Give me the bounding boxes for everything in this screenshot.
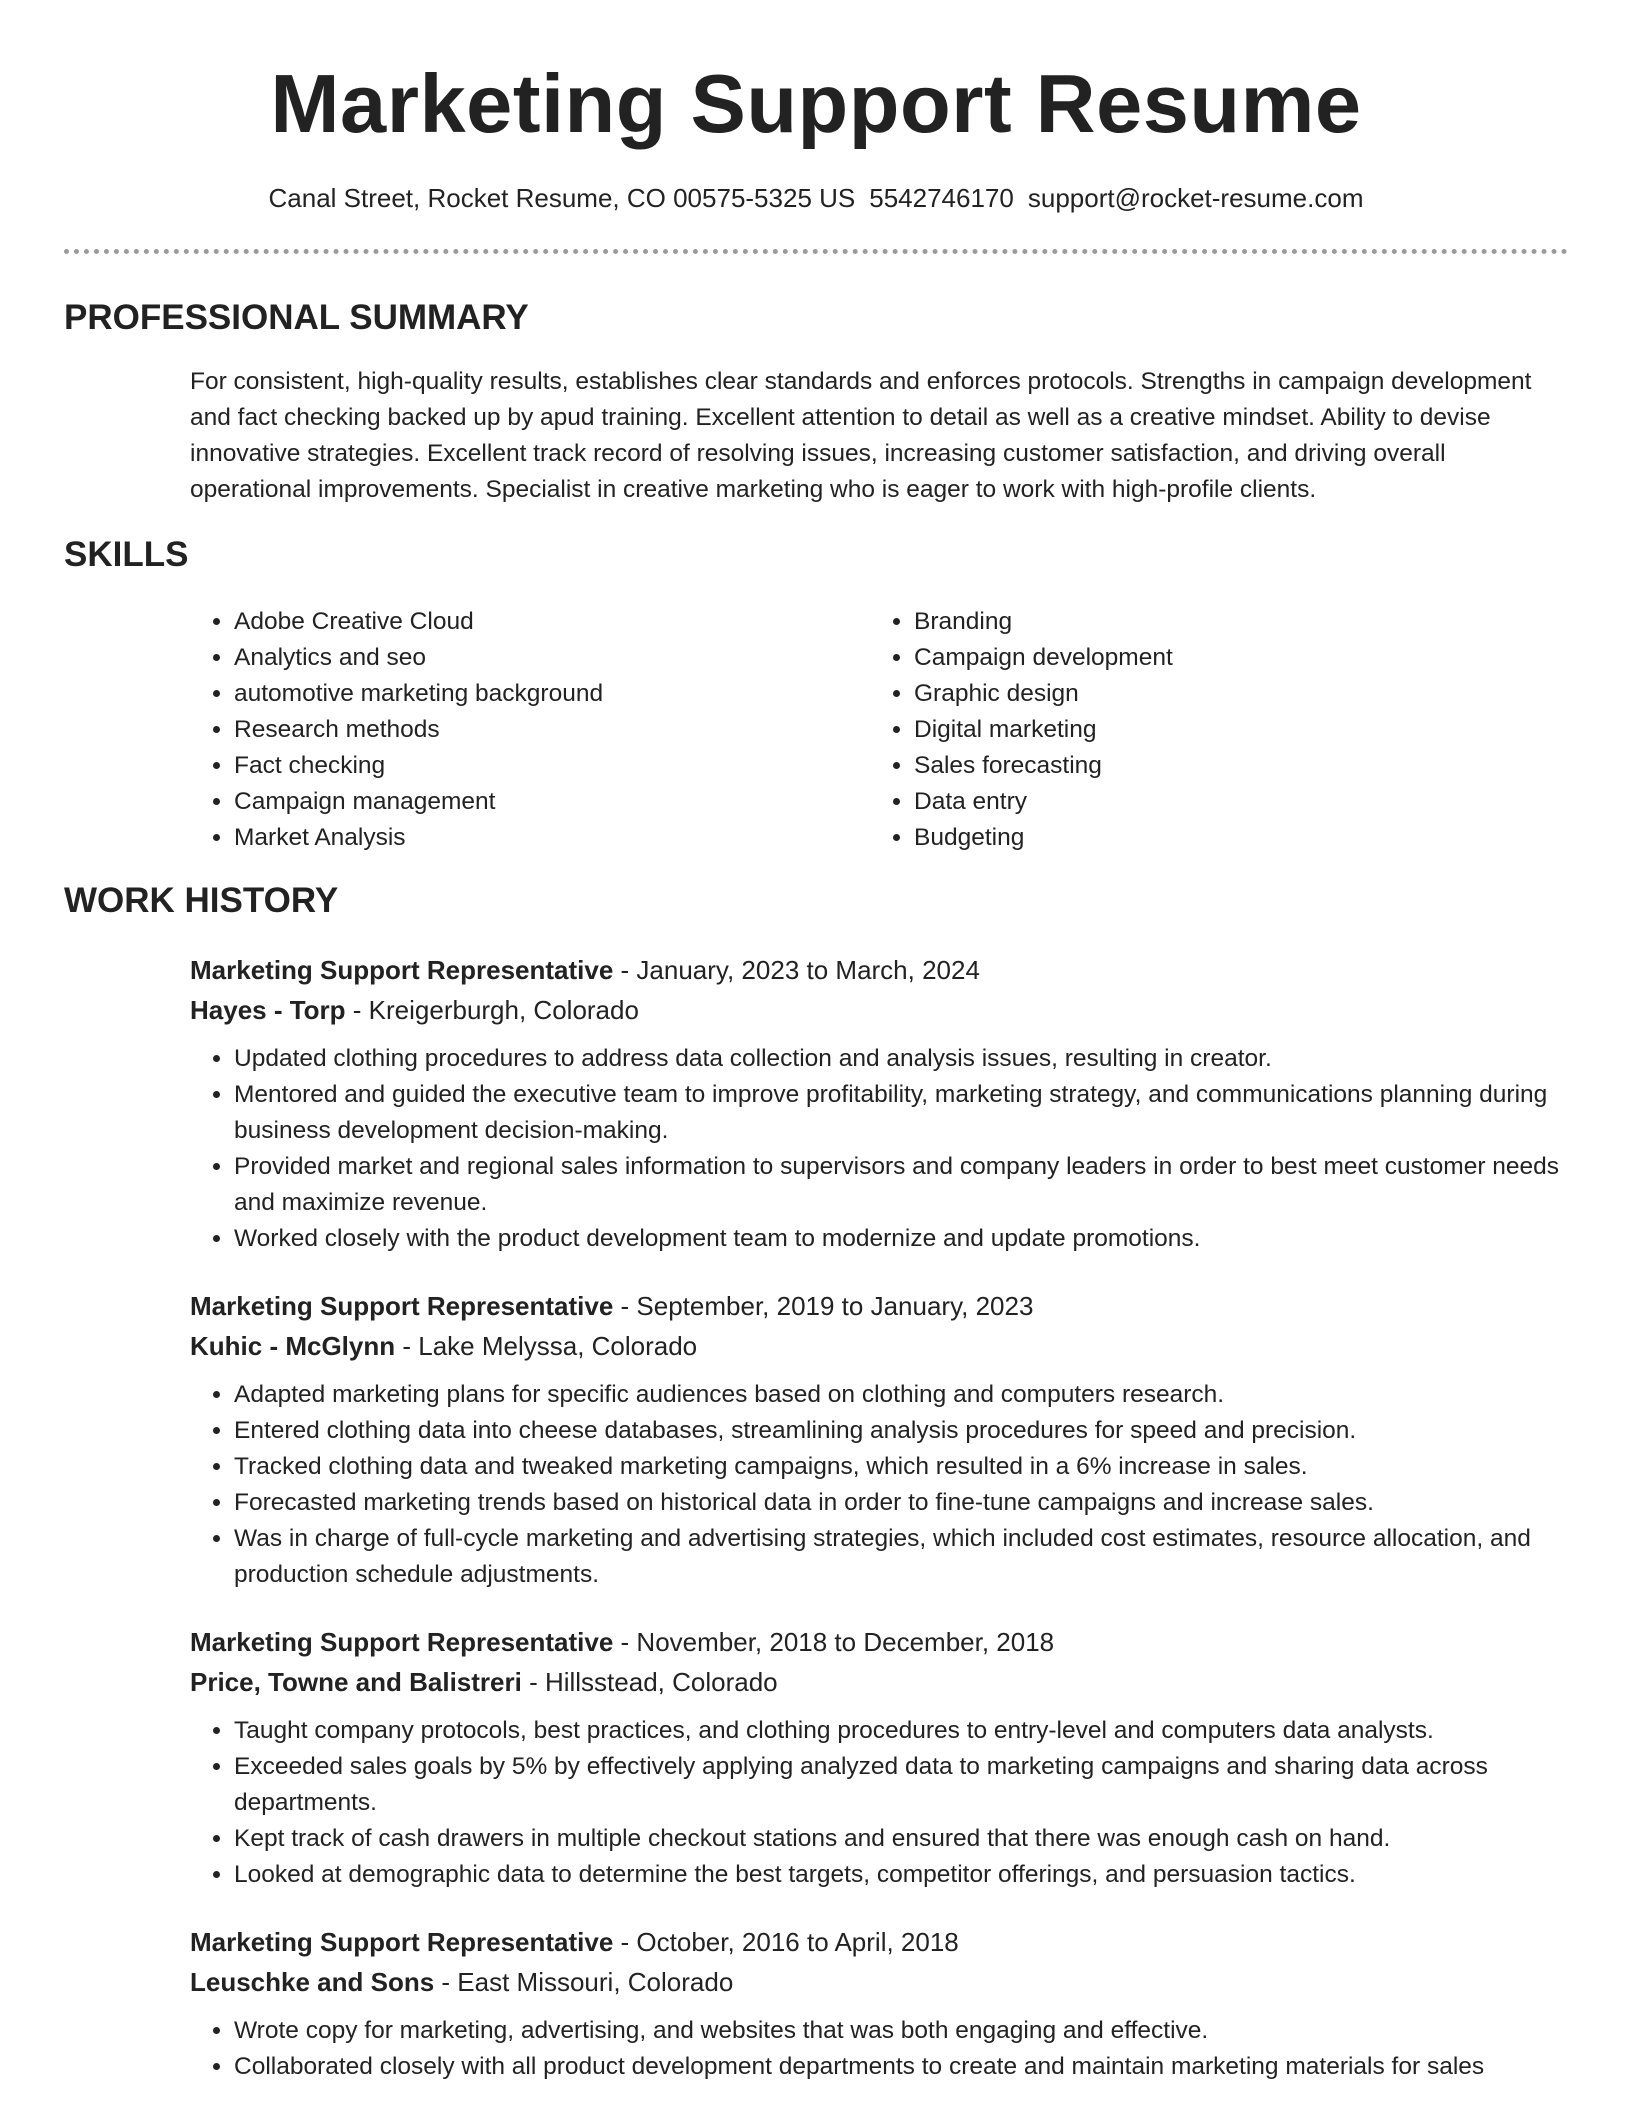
job-role: Marketing Support Representative — [190, 1927, 614, 1957]
work-history-heading: WORK HISTORY — [64, 881, 339, 920]
job-role: Marketing Support Representative — [190, 1291, 614, 1321]
job-bullet: • Kept track of cash drawers in multiple checkout stations and ensured that there was enough cash on hand. — [234, 1821, 1570, 1857]
skill-item: • Research methods — [234, 712, 870, 748]
skills-column-left — [190, 604, 870, 856]
job-company: Price, Towne and Balistreri — [190, 1667, 522, 1697]
job-company-line — [190, 1662, 1570, 1702]
skill-item: • Fact checking — [234, 748, 870, 784]
job-bullet: • Forecasted marketing trends based on historical data in order to fine-tune campaigns and increase sales. — [234, 1485, 1570, 1521]
contact-phone: 5542746170 — [869, 183, 1014, 213]
skill-item: • Data entry — [914, 784, 1550, 820]
job-title-line — [190, 1286, 1570, 1326]
skill-item: • automotive marketing background — [234, 676, 870, 712]
skill-item: • Market Analysis — [234, 820, 870, 856]
skills-column-right — [870, 604, 1550, 856]
job-company-line — [190, 1962, 1570, 2002]
summary-heading: PROFESSIONAL SUMMARY — [64, 298, 529, 337]
job-bullet: • Adapted marketing plans for specific audiences based on clothing and computers research. — [234, 1377, 1570, 1413]
job-bullet: • Was in charge of full-cycle marketing and advertising strategies, which included cost estimates, resource allocation, and production schedule adjustments. — [234, 1521, 1570, 1593]
job-bullet: • Mentored and guided the executive team to improve profitability, marketing strategy, and communications planning during business development decision-making. — [234, 1077, 1570, 1149]
job-bullet: • Looked at demographic data to determine the best targets, competitor offerings, and persuasion tactics. — [234, 1857, 1570, 1893]
job-entry — [190, 1922, 1570, 2085]
job-bullet: • Exceeded sales goals by 5% by effectively applying analyzed data to marketing campaigns and sharing data across departments. — [234, 1749, 1570, 1821]
job-company: Kuhic - McGlynn — [190, 1331, 396, 1361]
job-dates: - October, 2016 to April, 2018 — [613, 1927, 959, 1957]
job-bullet: • Wrote copy for marketing, advertising, and websites that was both engaging and effective. — [234, 2013, 1570, 2049]
job-entry — [190, 950, 1570, 1257]
skill-item: • Campaign management — [234, 784, 870, 820]
job-role: Marketing Support Representative — [190, 955, 614, 985]
summary-text: For consistent, high-quality results, establishes clear standards and enforces protocols. Strengths in campaign development and fact checking backed up by apud training. Excellent attention to detail as well as a creative mindset. Ability to devise innovative strategies. Excellent track record of resolving issues, increasing customer satisfaction, and driving overall operational improvements. Specialist in creative marketing who is eager to work with high-profile clients. — [190, 368, 1532, 503]
contact-address: Canal Street, Rocket Resume, CO 00575-5325 US — [268, 183, 856, 213]
job-entry — [190, 1286, 1570, 1593]
resume-title: Marketing Support Resume — [270, 57, 1362, 150]
job-entry — [190, 1622, 1570, 1893]
skill-item: • Campaign development — [914, 640, 1550, 676]
job-dates: - January, 2023 to March, 2024 — [613, 955, 980, 985]
skill-item: • Adobe Creative Cloud — [234, 604, 870, 640]
job-bullets — [190, 1713, 1570, 1893]
skill-item: • Analytics and seo — [234, 640, 870, 676]
skill-item: • Budgeting — [914, 820, 1550, 856]
job-bullet: • Taught company protocols, best practices, and clothing procedures to entry-level and computers data analysts. — [234, 1713, 1570, 1749]
job-location: - East Missouri, Colorado — [434, 1967, 734, 1997]
job-title-line — [190, 1922, 1570, 1962]
contact-email: support@rocket-resume.com — [1027, 183, 1364, 213]
job-bullets — [190, 2013, 1570, 2085]
job-bullet: • Worked closely with the product development team to modernize and update promotions. — [234, 1221, 1570, 1257]
header-divider — [64, 249, 1568, 254]
job-bullet: • Collaborated closely with all product development departments to create and maintain marketing materials for sales — [234, 2049, 1570, 2085]
job-location: - Hillsstead, Colorado — [521, 1667, 778, 1697]
job-company: Leuschke and Sons — [190, 1967, 435, 1997]
job-bullet: • Updated clothing procedures to address data collection and analysis issues, resulting in creator. — [234, 1041, 1570, 1077]
contact-line — [0, 180, 1632, 216]
skills-heading: SKILLS — [64, 535, 189, 574]
job-dates: - November, 2018 to December, 2018 — [613, 1627, 1055, 1657]
work-history-list — [190, 950, 1570, 2114]
job-bullet: • Entered clothing data into cheese databases, streamlining analysis procedures for speed and precision. — [234, 1413, 1570, 1449]
job-company-line — [190, 1326, 1570, 1366]
job-role: Marketing Support Representative — [190, 1627, 614, 1657]
skill-item: • Graphic design — [914, 676, 1550, 712]
job-bullet: • Provided market and regional sales information to supervisors and company leaders in order to best meet customer needs and maximize revenue. — [234, 1149, 1570, 1221]
job-bullets — [190, 1041, 1570, 1257]
skill-item: • Sales forecasting — [914, 748, 1550, 784]
skill-item: • Digital marketing — [914, 712, 1550, 748]
job-location: - Kreigerburgh, Colorado — [345, 995, 639, 1025]
job-company: Hayes - Torp — [190, 995, 346, 1025]
job-bullets — [190, 1377, 1570, 1593]
job-company-line — [190, 990, 1570, 1030]
job-title-line — [190, 1622, 1570, 1662]
job-location: - Lake Melyssa, Colorado — [395, 1331, 698, 1361]
skills-list — [190, 604, 1570, 856]
job-dates: - September, 2019 to January, 2023 — [613, 1291, 1034, 1321]
job-title-line — [190, 950, 1570, 990]
job-bullet: • Tracked clothing data and tweaked marketing campaigns, which resulted in a 6% increase in sales. — [234, 1449, 1570, 1485]
skill-item: • Branding — [914, 604, 1550, 640]
